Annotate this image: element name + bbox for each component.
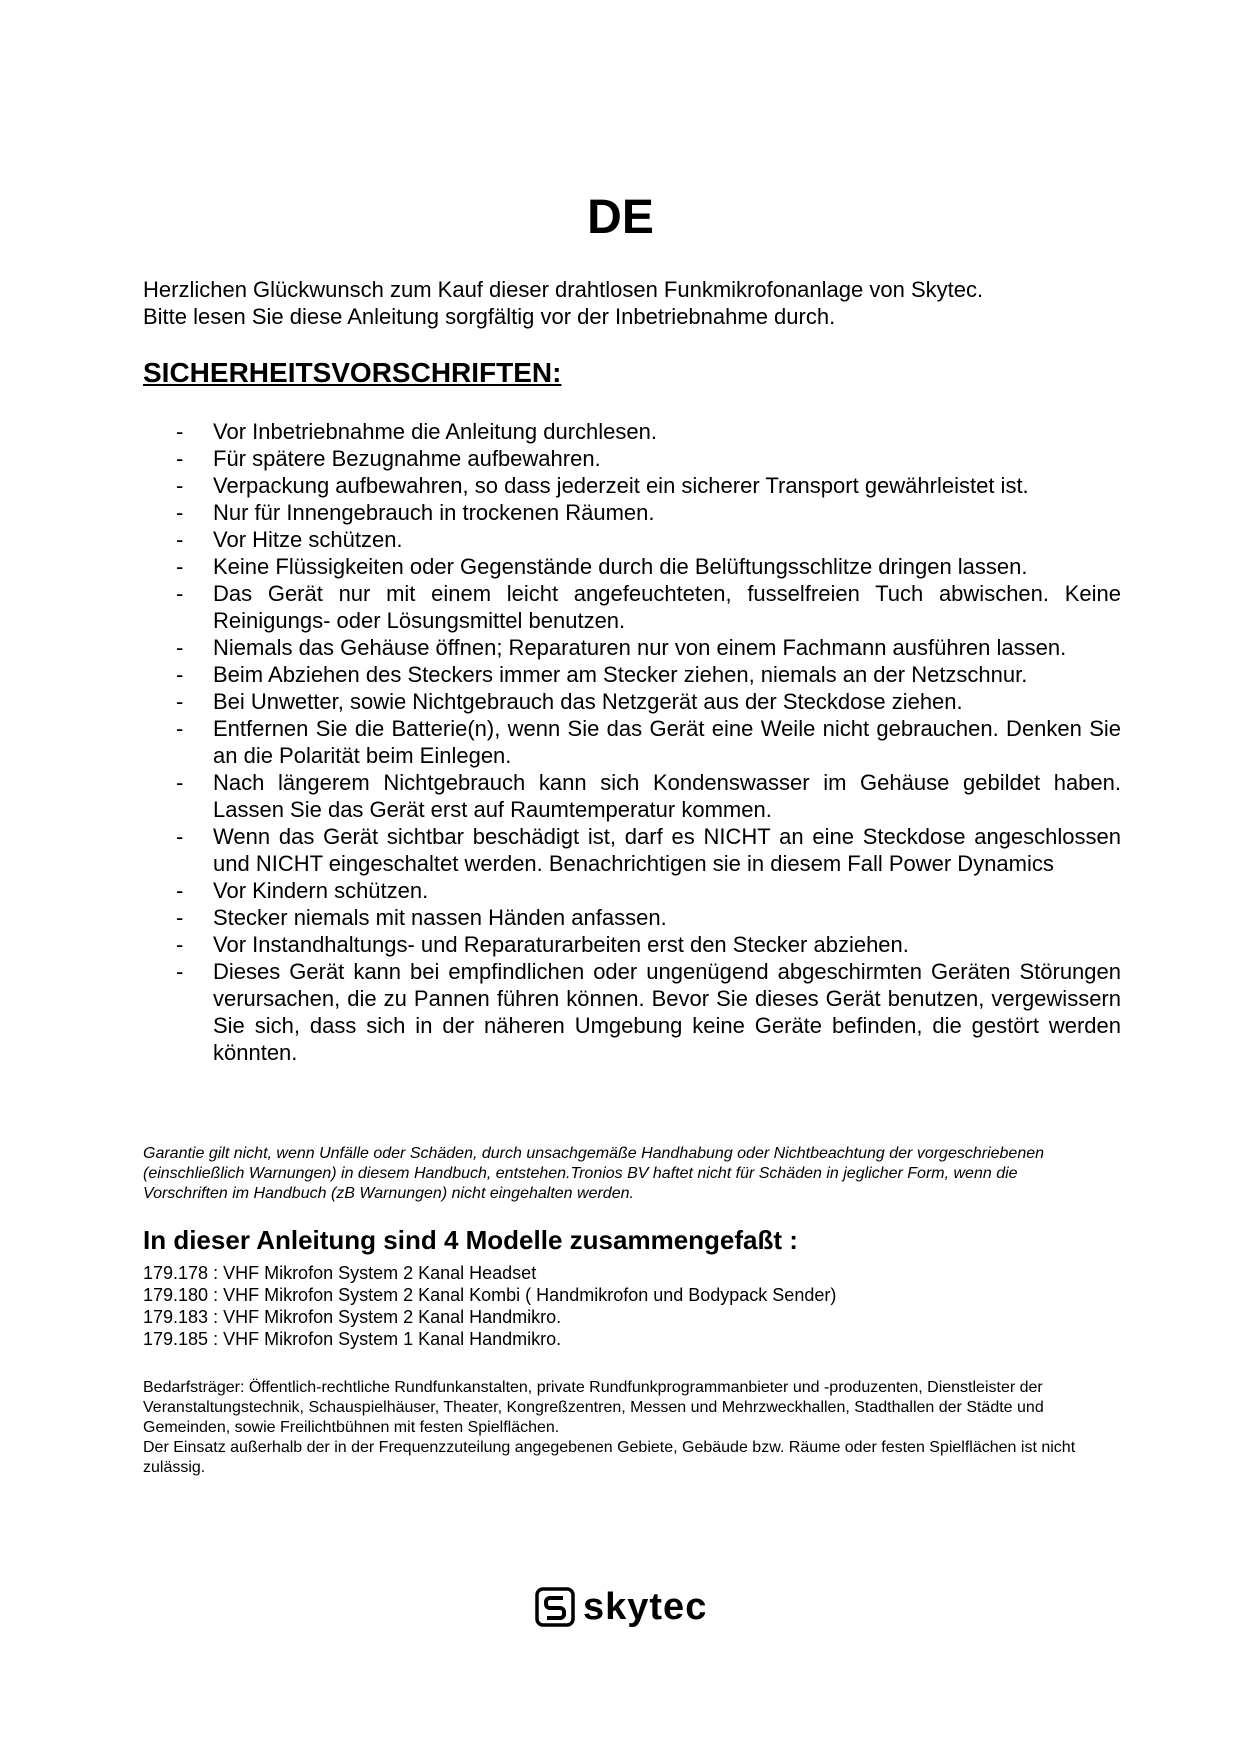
intro-line-1: Herzlichen Glückwunsch zum Kauf dieser drahtlosen Funkmikrofonanlage von Skytec. <box>143 277 984 302</box>
safety-title: SICHERHEITSVORSCHRIFTEN: <box>143 357 562 388</box>
notes-paragraph-1: Bedarfsträger: Öffentlich-rechtliche Rundfunkanstalten, private Rundfunkprogrammanbieter und -produzenten, Dienstleister der Veranstaltungstechnik, Schauspielhäuser, Theater, Kongreßzentren, Messen und Mehrzweckhallen, Stadthallen der Städte und Gemeinden, sowie Freilichtbühnen mit festen Spielflächen. <box>143 1379 1044 1436</box>
list-item: - Entfernen Sie die Batterie(n), wenn Sie das Gerät eine Weile nicht gebrauchen. Denken Sie an die Polarität beim Einlegen. <box>176 716 1121 768</box>
usage-notes <box>143 1378 1123 1478</box>
models-title: In dieser Anleitung sind 4 Modelle zusammengefaßt : <box>143 1225 798 1255</box>
safety-list <box>143 418 1121 1066</box>
list-item: - Vor Kindern schützen. <box>176 878 429 903</box>
skytec-logo <box>535 1582 707 1632</box>
logo-text: skytec <box>583 1586 708 1628</box>
list-item: - Vor Hitze schützen. <box>176 527 403 552</box>
models-list <box>143 1262 836 1350</box>
intro-line-2: Bitte lesen Sie diese Anleitung sorgfältig vor der Inbetriebnahme durch. <box>143 304 836 329</box>
list-item: - Beim Abziehen des Steckers immer am Stecker ziehen, niemals an der Netzschnur. <box>176 662 1028 687</box>
list-item: - Das Gerät nur mit einem leicht angefeuchteten, fusselfreien Tuch abwischen. Keine Reinigungs- oder Lösungsmittel benutzen. <box>176 581 1121 633</box>
notes-paragraph-2: Der Einsatz außerhalb der in der Frequenzzuteilung angegebenen Gebiete, Gebäude bzw. Räume oder festen Spielflächen ist nicht zulässig. <box>143 1439 1076 1476</box>
skytec-logo-icon <box>535 1587 575 1627</box>
list-item: - Wenn das Gerät sichtbar beschädigt ist, darf es NICHT an eine Steckdose angeschlossen und NICHT eingeschaltet werden. Benachrichtigen sie in diesem Fall Power Dynamics <box>176 824 1121 876</box>
list-item: - Nur für Innengebrauch in trockenen Räumen. <box>176 500 655 525</box>
model-item: 179.185 : VHF Mikrofon System 1 Kanal Handmikro. <box>143 1329 562 1349</box>
list-item: - Dieses Gerät kann bei empfindlichen oder ungenügend abgeschirmten Geräten Störungen verursachen, die zu Pannen führen können. Bevor Sie dieses Gerät benutzen, vergewissern Sie sich, dass sich in der näheren Umgebung keine Geräte befinden, die gestört werden könnten. <box>176 959 1121 1065</box>
list-item: - Vor Instandhaltungs- und Reparaturarbeiten erst den Stecker abziehen. <box>176 932 909 957</box>
list-item: - Bei Unwetter, sowie Nichtgebrauch das Netzgerät aus der Steckdose ziehen. <box>176 689 963 714</box>
list-item: - Niemals das Gehäuse öffnen; Reparaturen nur von einem Fachmann ausführen lassen. <box>176 635 1067 660</box>
model-item: 179.180 : VHF Mikrofon System 2 Kanal Kombi ( Handmikrofon und Bodypack Sender) <box>143 1285 837 1305</box>
model-item: 179.178 : VHF Mikrofon System 2 Kanal Headset <box>143 1263 537 1283</box>
list-item: - Für spätere Bezugnahme aufbewahren. <box>176 446 601 471</box>
language-heading: DE <box>587 191 654 244</box>
list-item: - Keine Flüssigkeiten oder Gegenstände durch die Belüftungsschlitze dringen lassen. <box>176 554 1028 579</box>
list-item: - Vor Inbetriebnahme die Anleitung durchlesen. <box>176 419 657 444</box>
list-item: - Stecker niemals mit nassen Händen anfassen. <box>176 905 667 930</box>
model-item: 179.183 : VHF Mikrofon System 2 Kanal Handmikro. <box>143 1307 562 1327</box>
list-item: - Verpackung aufbewahren, so dass jederzeit ein sicherer Transport gewährleistet ist. <box>176 473 1029 498</box>
list-item: - Nach längerem Nichtgebrauch kann sich Kondenswasser im Gehäuse gebildet haben. Lassen Sie das Gerät erst auf Raumtemperatur kommen. <box>176 770 1121 822</box>
intro-text <box>143 276 1143 330</box>
warranty-note: Garantie gilt nicht, wenn Unfälle oder Schäden, durch unsachgemäße Handhabung oder Nichtbeachtung der vorgeschriebenen (einschließlich Warnungen) in diesem Handbuch, entstehen.Tronios BV haftet nicht für Schäden in jeglicher Form, wenn die Vorschriften im Handbuch (zB Warnungen) nicht eingehalten werden. <box>143 1145 1045 1202</box>
